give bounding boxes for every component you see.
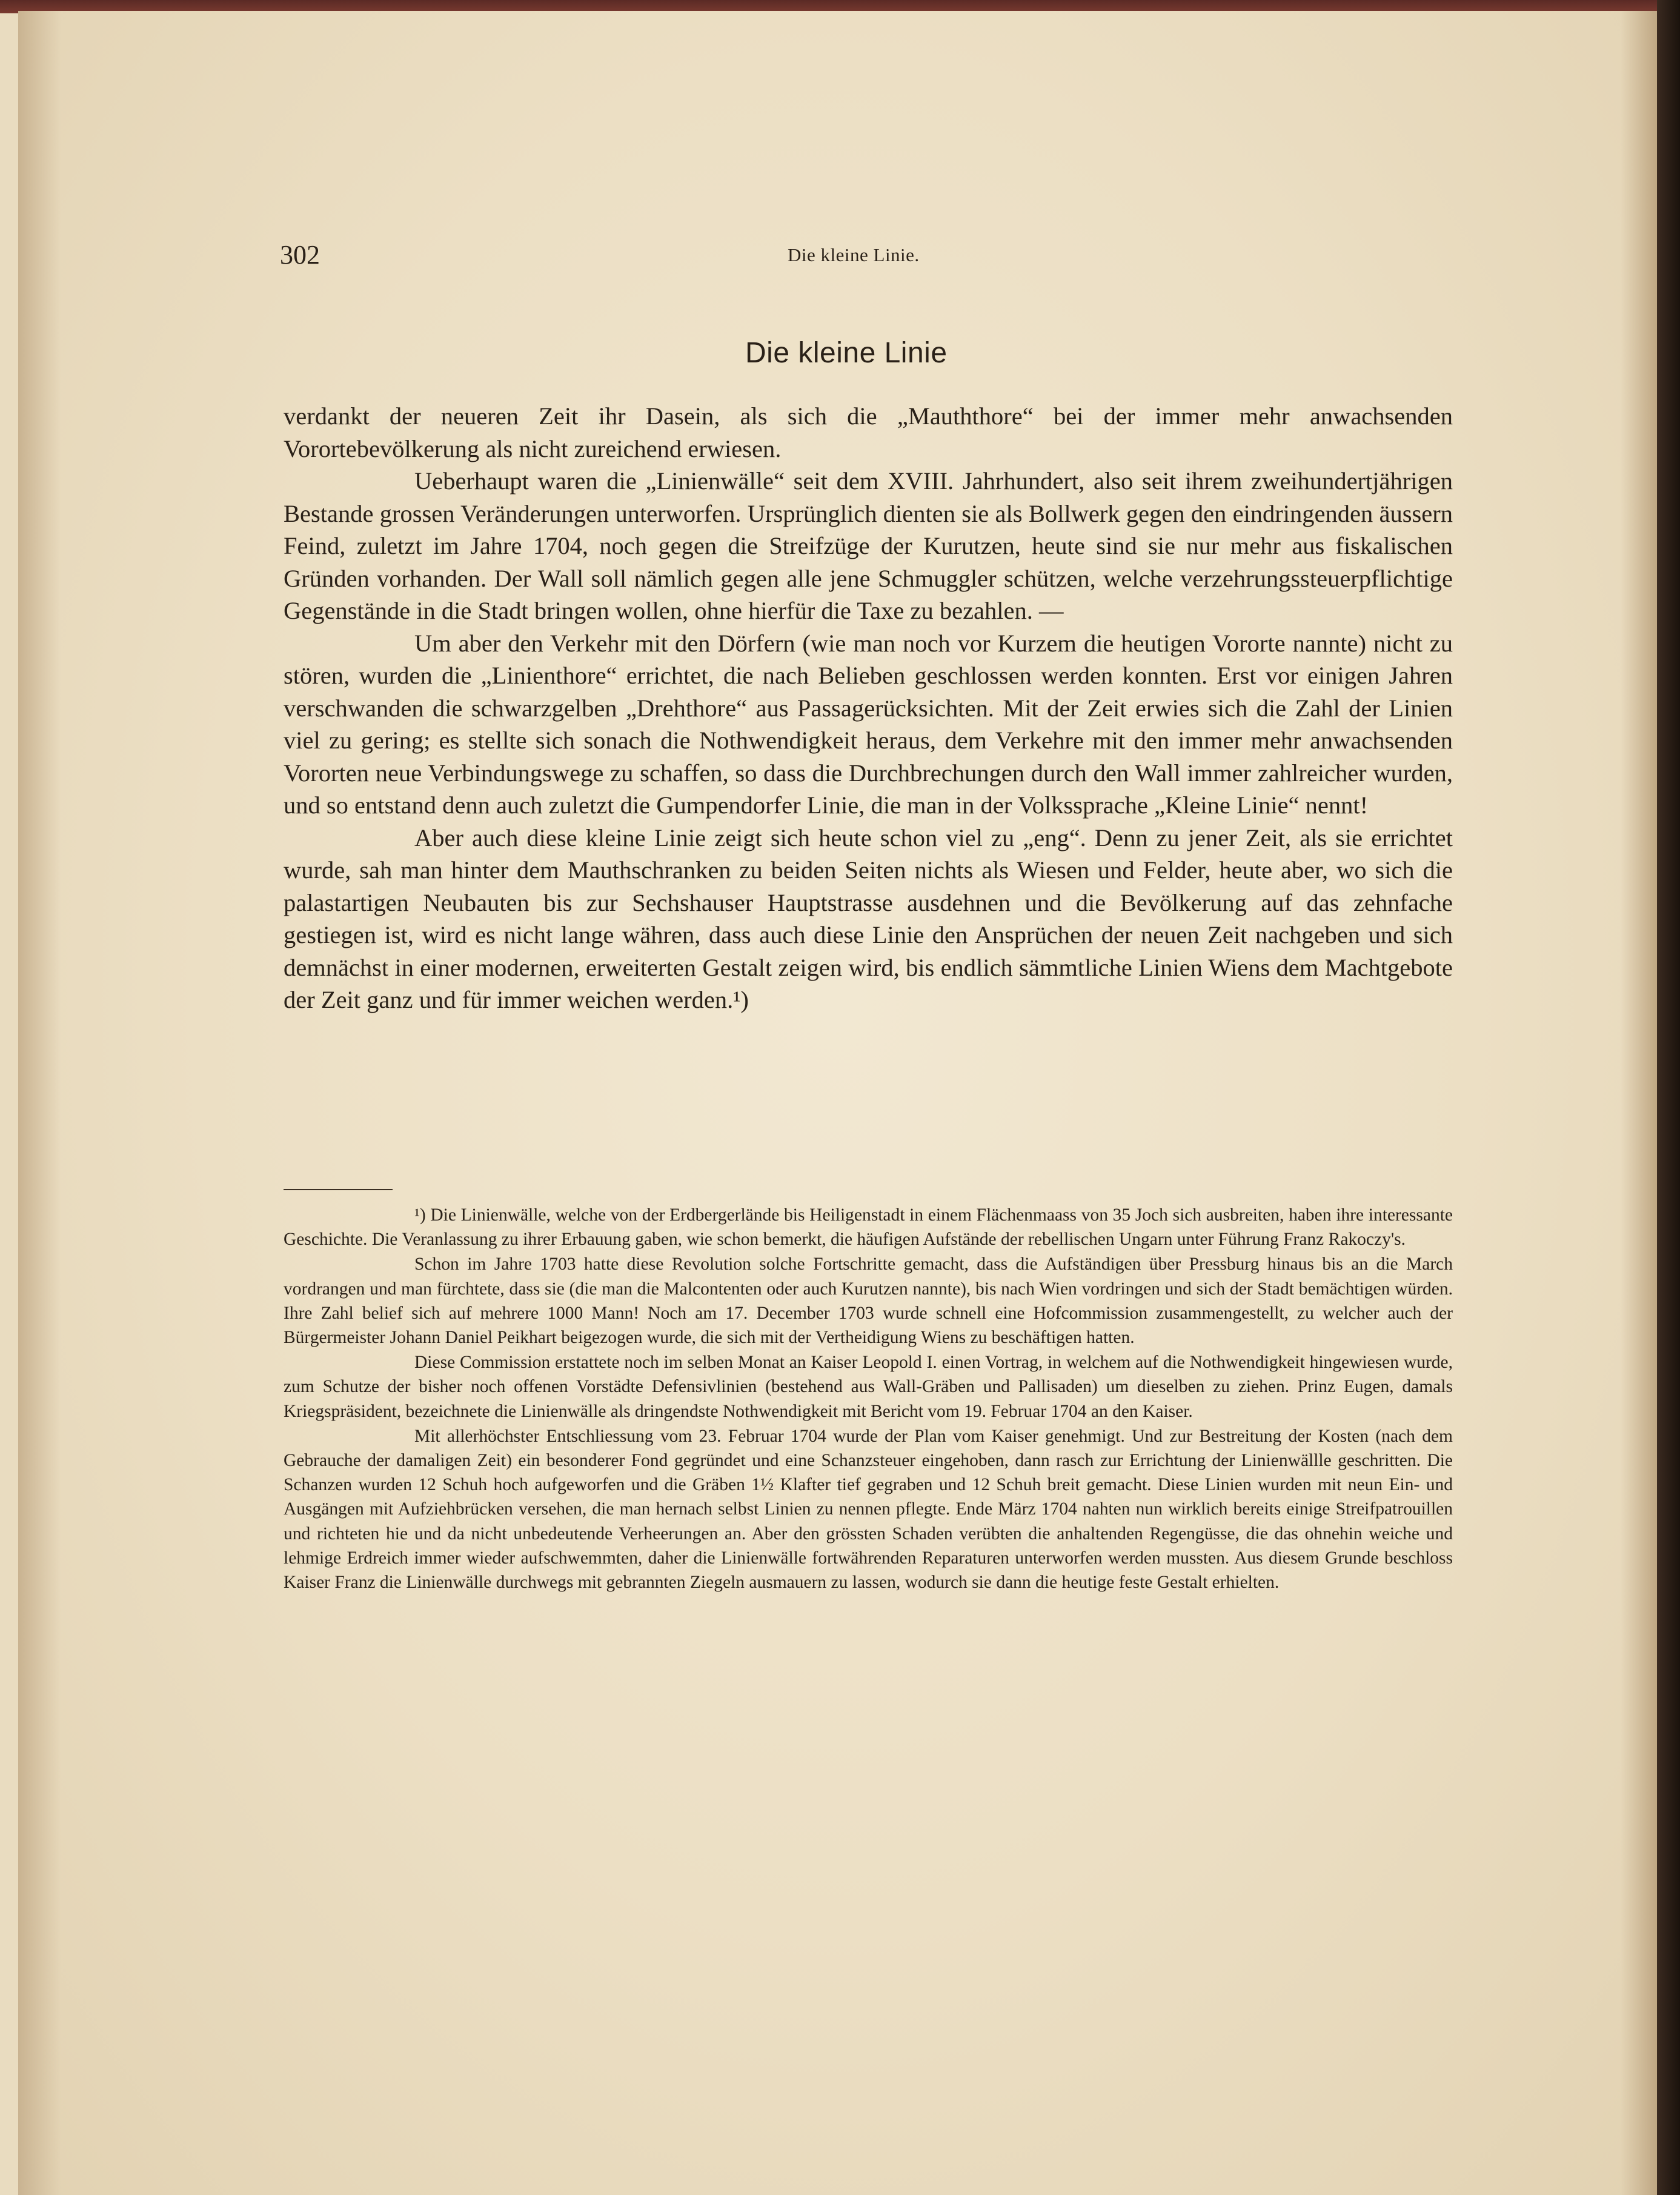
footnote: ¹) Die Linienwälle, welche von der Erdbergerlände bis Heiligenstadt in einem Flächenmaass von 35 Joch sich ausbreiten, haben ihre interessante Geschichte. Die Veranlassung zu ihrer Erbauung gaben, wie schon bemerkt, die häufigen Aufstände der rebellischen Ungarn unter Führung Franz Rakoczy's. [284, 1205, 1453, 1250]
footnote: Mit allerhöchster Entschliessung vom 23. Februar 1704 wurde der Plan vom Kaiser genehmigt. Und zur Bestreitung der Kosten (nach dem Gebrauche der damaligen Zeit) ein besonderer Fond gegründet und eine Schanzsteuer eingehoben, dann rasch zur Errichtung der Linienwällle geschritten. Die Schanzen wurden 12 Schuh hoch aufgeworfen und die Gräben 1½ Klafter tief gegraben und 12 Schuh breit gemacht. Diese Linien wurden mit neun Ein- und Ausgängen mit Aufziehbrücken versehen, die man hernach selbst Linien zu nennen pflegte. Ende März 1704 nahten nun wirklich bereits einige Streifpatrouillen und richteten hie und da nicht unbedeutende Verheerungen an. Aber den grössten Schaden verübten die anhaltenden Regengüsse, die das ohnehin weiche und lehmige Erdreich immer wieder aufschwemmten, daher die Linienwälle fortwährenden Reparaturen unterworfen werden mussten. Aus diesem Grunde beschloss Kaiser Franz die Linienwälle durchwegs mit gebrannten Ziegeln ausmauern zu lassen, wodurch sie dann die heutige feste Gestalt erhielten. [284, 1426, 1453, 1593]
paragraph: verdankt der neueren Zeit ihr Dasein, als sich die „Mauththore“ bei der immer mehr anwachsenden Vorortebevölkerung als nicht zureichend erwiesen. [284, 402, 1453, 462]
page-gutter-shadow [18, 11, 61, 2195]
paragraph: Aber auch diese kleine Linie zeigt sich heute schon viel zu „eng“. Denn zu jener Zeit, als sie errichtet wurde, sah man hinter dem Mauthschranken zu beiden Seiten nichts als Wiesen und Felder, heute aber, wo sich die palastartigen Neubauten bis zur Sechshauser Hauptstrasse ausdehnen und die Bevölkerung auf das zehnfache gestiegen ist, wird es nicht lange währen, dass auch diese Linie den Ansprüchen der neuen Zeit nachgeben und sich demnächst in einer modernen, erweiterten Gestalt zeigen wird, bis endlich sämmtliche Linien Wiens dem Machtgebote der Zeit ganz und für immer weichen werden.¹) [284, 824, 1453, 1013]
running-title: Die kleine Linie. [788, 244, 920, 265]
footnote: Schon im Jahre 1703 hatte diese Revolution solche Fortschritte gemacht, dass die Aufständigen über Pressburg hinaus bis an die March vordrangen und man fürchtete, dass sie (die man die Malcontenten oder auch Kurutzen nannte), bis nach Wien vordringen und sich der Stadt bemächtigen würden. Ihre Zahl belief sich auf mehrere 1000 Mann! Noch am 17. December 1703 wurde schnell eine Hofcommission zusammengestellt, zu welcher auch der Bürgermeister Johann Daniel Peikhart beigezogen wurde, die sich mit der Vertheidigung Wiens zu beschäftigen hatten. [284, 1254, 1453, 1348]
footnote: Diese Commission erstattete noch im selben Monat an Kaiser Leopold I. einen Vortrag, in welchem auf die Nothwendigkeit hingewiesen wurde, zum Schutze der bisher noch offenen Vorstädte Defensivlinien (bestehend aus Wall-Gräben und Pallisaden) um dieselben zu ziehen. Prinz Eugen, damals Kriegspräsident, bezeichnete die Linienwälle als dringendste Nothwendigkeit mit Bericht vom 19. Februar 1704 an den Kaiser. [284, 1353, 1453, 1421]
page-edge-shadow [1621, 11, 1657, 2195]
footnotes [284, 1203, 1453, 1594]
body-text [284, 400, 1453, 1016]
running-head [280, 239, 1680, 276]
section-title: Die kleine Linie [745, 337, 948, 369]
scan-border-right [1657, 0, 1680, 2195]
paragraph: Ueberhaupt waren die „Linienwälle“ seit dem XVIII. Jahrhundert, also seit ihrem zweihundertjährigen Bestande grossen Veränderungen unterworfen. Ursprünglich dienten sie als Bollwerk gegen den eindringenden äussern Feind, zuletzt im Jahre 1704, noch gegen die Streifzüge der Kurutzen, heute sind sie nur mehr aus fiskalischen Gründen vorhanden. Der Wall soll nämlich gegen alle jene Schmuggler schützen, welche verzehrungssteuerpflichtige Gegenstände in die Stadt bringen wollen, ohne hierfür die Taxe zu bezahlen. — [284, 467, 1453, 624]
page-number: 302 [280, 240, 320, 270]
paragraph: Um aber den Verkehr mit den Dörfern (wie man noch vor Kurzem die heutigen Vororte nannte) nicht zu stören, wurden die „Linienthore“ errichtet, die nach Belieben geschlossen werden konnten. Erst vor einigen Jahren verschwanden die schwarzgelben „Drehthore“ aus Passagerücksichten. Mit der Zeit erwies sich die Zahl der Linien viel zu gering; es stellte sich sonach die Nothwendigkeit heraus, dem Verkehre mit den immer mehr anwachsenden Vororten neue Verbindungswege zu schaffen, so dass die Durchbrechungen durch den Wall immer zahlreicher wurden, und so entstand denn auch zuletzt die Gumpendorfer Linie, die man in der Volkssprache „Kleine Linie“ nennt! [284, 629, 1453, 819]
footnote-rule [284, 1189, 393, 1190]
